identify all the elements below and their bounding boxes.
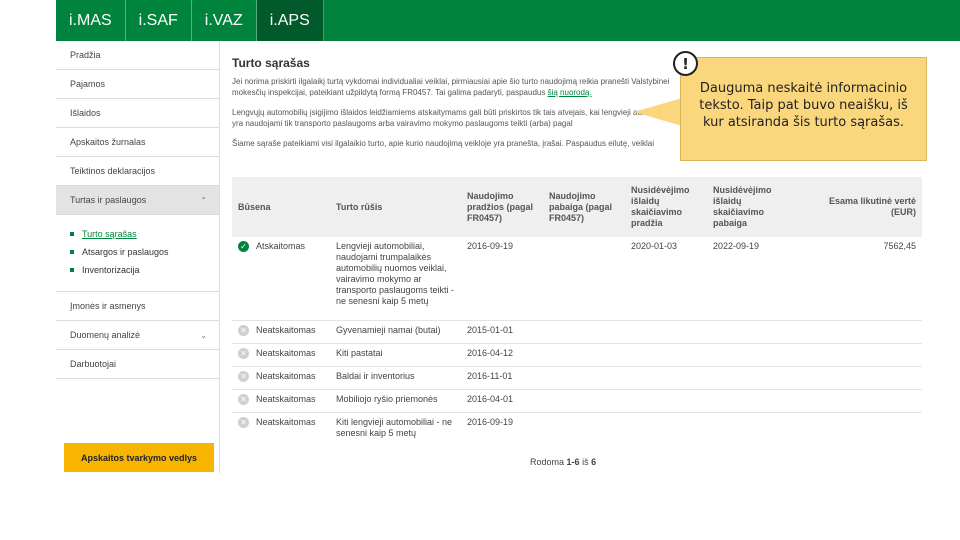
sidebar-item-islaidos[interactable]	[56, 99, 219, 128]
use-start-cell: 2016-09-19	[467, 241, 514, 251]
status-cell	[232, 367, 330, 386]
use-end-cell	[543, 413, 625, 421]
use-end-cell	[543, 237, 625, 245]
tab-isaf[interactable]: i.SAF	[126, 0, 192, 41]
sidebar-item-duomenu-analize[interactable]	[56, 321, 219, 350]
value-cell	[799, 390, 922, 398]
status-cell	[232, 413, 330, 432]
cross-icon: ✕	[238, 394, 249, 405]
status-text: Atskaitomas	[256, 241, 306, 251]
cross-icon: ✕	[238, 325, 249, 336]
intro-paragraph-3: Šiame sąraše pateikiami visi ilgalaikio turto, apie kurio naudojimą veikloje yra pranešta, įrašai. Paspaudus eilutę, veiklai	[232, 139, 654, 148]
subnav-item-inventorizacija[interactable]	[70, 261, 219, 279]
col-header-dep-start[interactable]: Nusidėvėjimo išlaidų skaičiavimo pradžia	[631, 185, 690, 228]
pager-prefix: Rodoma	[530, 457, 565, 467]
use-start-cell: 2016-09-19	[467, 417, 514, 427]
bullet-icon	[70, 250, 74, 254]
type-cell: Kiti lengvieji automobiliai - ne senesni kaip 5 metų	[336, 417, 453, 438]
tab-imas[interactable]: i.MAS	[56, 0, 126, 41]
pager-middle: iš	[582, 457, 589, 467]
type-cell: Baldai ir inventorius	[336, 371, 415, 381]
value-cell	[799, 413, 922, 421]
subnav-label: Inventorizacija	[82, 265, 140, 275]
sidebar-item-label: Išlaidos	[70, 108, 101, 118]
cross-icon: ✕	[238, 371, 249, 382]
fr0457-link[interactable]: šią nuorodą.	[547, 88, 592, 97]
sidebar-item-label: Turtas ir paslaugos	[70, 195, 147, 205]
dep-start-cell	[625, 413, 707, 421]
col-header-value[interactable]: Esama likutinė vertė (EUR)	[828, 196, 916, 217]
asset-table	[232, 177, 922, 442]
sidebar-item-imones-ir-asmenys[interactable]	[56, 292, 219, 321]
sidebar-item-darbuotojai[interactable]	[56, 350, 219, 379]
col-header-use-end[interactable]: Naudojimo pabaiga (pagal FR0457)	[549, 190, 613, 223]
dep-end-cell	[707, 321, 799, 329]
type-cell: Mobiliojo ryšio priemonės	[336, 394, 438, 404]
table-header	[232, 177, 922, 237]
bullet-icon	[70, 268, 74, 272]
type-cell: Lengvieji automobiliai, naudojami trumpalaikės automobilių nuomos veiklai, vairavimo mokymo ar transporto paslaugoms teikti - ne senesni kaip 5 metų	[336, 241, 455, 306]
col-header-type[interactable]: Turto rūšis	[336, 201, 383, 212]
use-start-cell: 2016-11-01	[467, 371, 513, 381]
pagination-info	[530, 457, 596, 467]
value-cell	[799, 344, 922, 352]
intro-paragraph-2: Lengvųjų automobilių įsigijimo išlaidos leidžiamiems atskaitymams gali būti priskirtos tik tais atvejais, kai lengvieji automobiliai yra naudojami tik transporto paslaugoms arba vairavimo mokymo paslaugoms teikti (arba) pagal	[232, 108, 676, 128]
table-row[interactable]	[232, 413, 922, 442]
subnav-label: Turto sąrašas	[82, 229, 137, 239]
status-cell	[232, 237, 330, 256]
use-start-cell: 2016-04-01	[467, 394, 514, 404]
sidebar-subnav	[56, 215, 219, 292]
intro-paragraph-1	[232, 76, 687, 98]
sidebar-item-label: Duomenų analizė	[70, 330, 141, 340]
status-text: Neatskaitomas	[256, 394, 316, 404]
intro-text: Jei norima priskirti ilgalaikį turtą vykdomai individualiai veiklai, pirmiausiai apie šio turto naudojimą reikia pranešti Valstybinei mokesčių inspekcijai, pateikiant užpildytą formą FR0457. Tai galima padaryti, paspaudus	[232, 77, 670, 97]
chevron-up-icon: ⌃	[200, 195, 207, 205]
pager-range: 1-6	[566, 457, 580, 467]
dep-start-cell	[625, 367, 707, 375]
status-cell	[232, 344, 330, 363]
bullet-icon	[70, 232, 74, 236]
status-cell	[232, 390, 330, 409]
cross-icon: ✕	[238, 417, 249, 428]
sidebar-item-pradzia[interactable]	[56, 41, 219, 70]
status-text: Neatskaitomas	[256, 371, 316, 381]
table-row[interactable]	[232, 390, 922, 413]
table-row[interactable]	[232, 321, 922, 344]
use-start-cell: 2016-04-12	[467, 348, 514, 358]
tab-ivaz[interactable]: i.VAZ	[192, 0, 257, 41]
status-text: Neatskaitomas	[256, 348, 316, 358]
value-cell	[799, 321, 922, 329]
dep-start-cell	[625, 344, 707, 352]
tab-iaps[interactable]: i.APS	[257, 0, 324, 41]
subnav-item-atsargos[interactable]	[70, 243, 219, 261]
col-header-status[interactable]: Būsena	[238, 201, 271, 212]
check-icon: ✓	[238, 241, 249, 252]
use-end-cell	[543, 344, 625, 352]
dep-start-cell	[625, 390, 707, 398]
table-row[interactable]	[232, 344, 922, 367]
sidebar-item-label: Pajamos	[70, 79, 106, 89]
use-start-cell: 2015-01-01	[467, 325, 514, 335]
sidebar-item-label: Įmonės ir asmenys	[70, 301, 146, 311]
cross-icon: ✕	[238, 348, 249, 359]
table-row[interactable]	[232, 367, 922, 390]
sidebar-item-pajamos[interactable]	[56, 70, 219, 99]
dep-end-cell	[707, 367, 799, 375]
value-cell	[799, 367, 922, 375]
sidebar-item-label: Teiktinos deklaracijos	[70, 166, 156, 176]
use-end-cell	[543, 321, 625, 329]
sidebar-item-turtas-ir-paslaugos[interactable]	[56, 186, 219, 215]
col-header-use-start[interactable]: Naudojimo pradžios (pagal FR0457)	[467, 190, 534, 223]
sidebar	[56, 41, 220, 473]
callout-text: Dauguma neskaitė informacinio teksto. Taip pat buvo neaišku, iš kur atsiranda šis turto sąrašas.	[699, 81, 908, 130]
exclamation-icon: !	[673, 51, 698, 76]
dep-end-cell: 2022-09-19	[713, 241, 760, 251]
col-header-dep-end[interactable]: Nusidėvėjimo išlaidų skaičiavimo pabaiga	[713, 185, 772, 228]
dep-end-cell	[707, 390, 799, 398]
sidebar-item-label: Pradžia	[70, 50, 101, 60]
subnav-item-turto-sarasas[interactable]	[70, 225, 219, 243]
type-cell: Gyvenamieji namai (butai)	[336, 325, 441, 335]
dep-start-cell: 2020-01-03	[631, 241, 678, 251]
status-text: Neatskaitomas	[256, 417, 316, 427]
subnav-label: Atsargos ir paslaugos	[82, 247, 169, 257]
sidebar-item-teiktinos-deklaracijos[interactable]	[56, 157, 219, 186]
callout-pointer	[634, 98, 682, 126]
dep-start-cell	[625, 321, 707, 329]
sidebar-item-apskaitos-zurnalas[interactable]	[56, 128, 219, 157]
annotation-callout	[680, 57, 927, 161]
type-cell: Kiti pastatai	[336, 348, 383, 358]
top-navigation	[56, 0, 960, 41]
page-title: Turto sąrašas	[232, 56, 310, 70]
dep-end-cell	[707, 413, 799, 421]
status-text: Neatskaitomas	[256, 325, 316, 335]
dep-end-cell	[707, 344, 799, 352]
accounting-guide-button[interactable]: Apskaitos tvarkymo vedlys	[64, 443, 214, 472]
table-row[interactable]	[232, 237, 922, 321]
pager-total: 6	[591, 457, 597, 467]
use-end-cell	[543, 390, 625, 398]
sidebar-item-label: Darbuotojai	[70, 359, 117, 369]
status-cell	[232, 321, 330, 340]
value-cell: 7562,45	[883, 241, 916, 251]
use-end-cell	[543, 367, 625, 375]
sidebar-item-label: Apskaitos žurnalas	[70, 137, 146, 147]
chevron-down-icon: ⌄	[200, 330, 207, 340]
